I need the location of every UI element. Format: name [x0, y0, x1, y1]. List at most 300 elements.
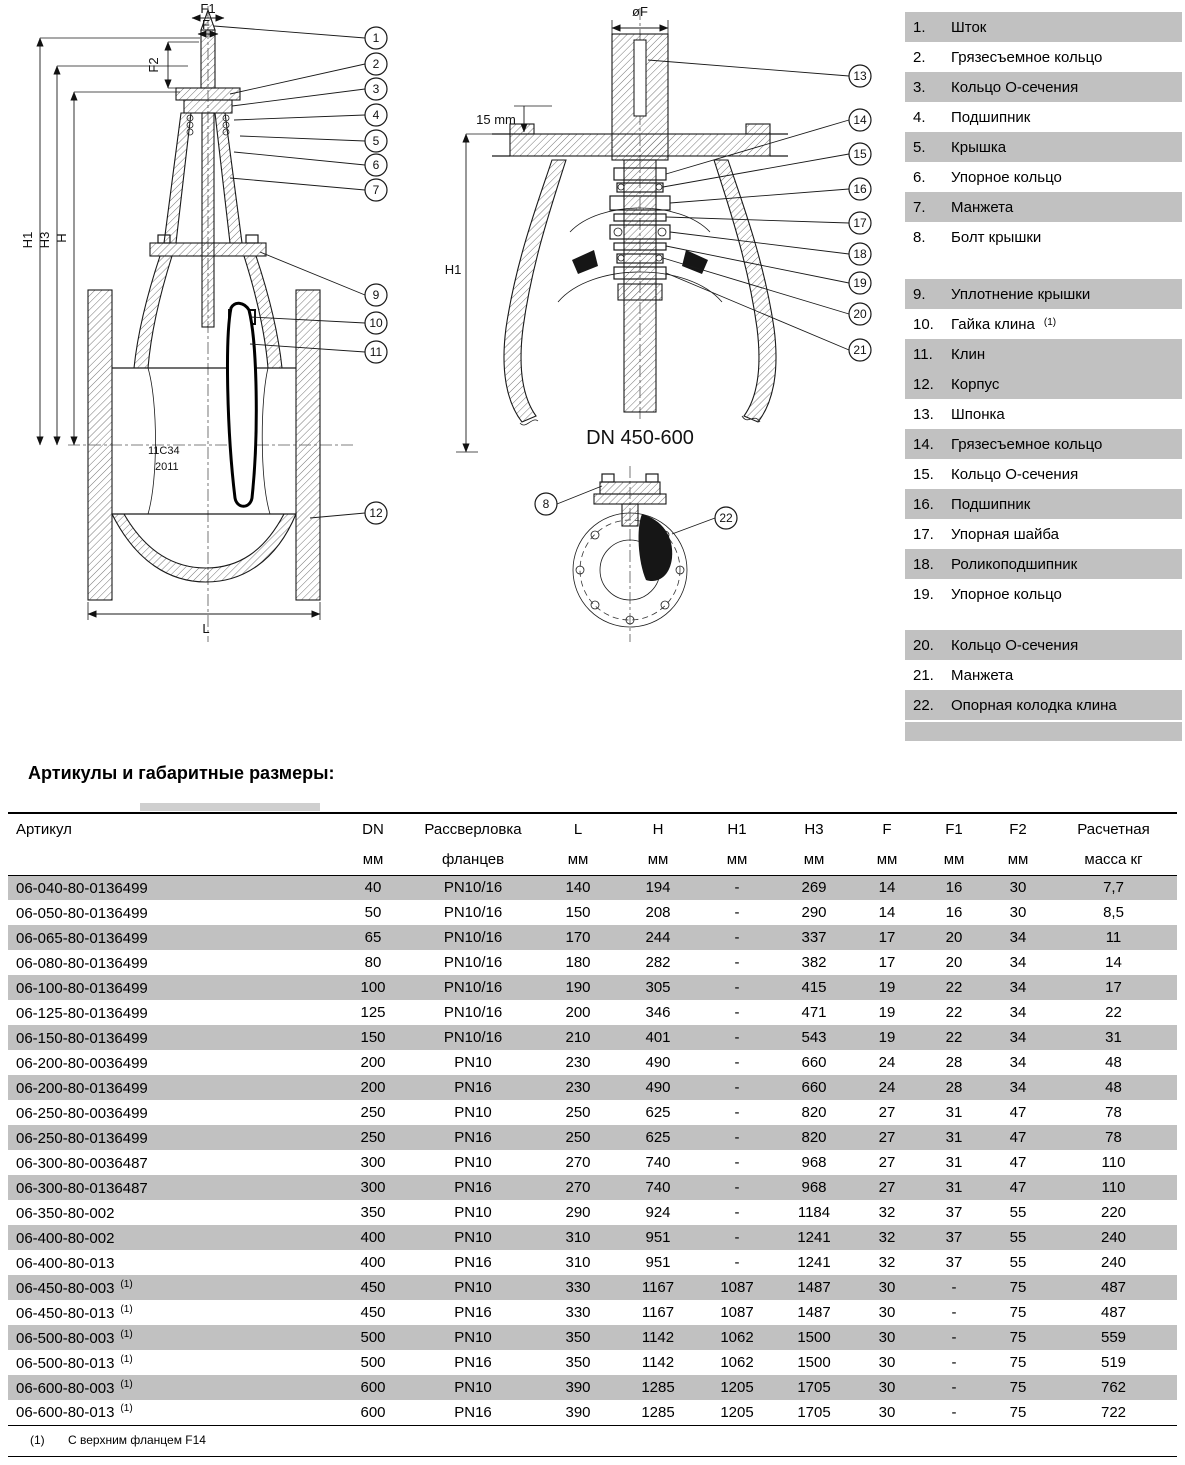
cell-h: 951 [645, 1254, 671, 1271]
svg-text:21: 21 [853, 343, 867, 357]
cell-dn: 500 [360, 1354, 386, 1371]
part-label: Крышка [951, 138, 1007, 156]
cell-flange-drilling: PN16 [454, 1254, 492, 1271]
part-label: Гайка клина $^{(1)}$ [951, 315, 1057, 333]
part-number: 9. [913, 285, 926, 303]
cell-h3: 471 [801, 1004, 827, 1021]
parts-list-item [905, 459, 1182, 489]
cell-f: 24 [878, 1054, 896, 1071]
table-row [8, 1375, 1177, 1400]
cell-l: 390 [565, 1403, 591, 1421]
cell-mass: 559 [1100, 1329, 1127, 1346]
table-row [8, 1300, 1177, 1325]
cell-h3: 820 [801, 1104, 827, 1121]
parts-list-item [905, 132, 1182, 162]
cell-f2: 75 [1009, 1304, 1027, 1321]
cell-article: 06-350-80-002 [16, 1204, 115, 1222]
cell-article: 06-500-80-013 $^{(1)}$ [16, 1353, 133, 1372]
cell-f: 30 [878, 1329, 896, 1346]
table-row [8, 1225, 1177, 1250]
svg-text:7: 7 [372, 183, 380, 197]
cell-f1: - [951, 1279, 957, 1296]
cell-h: 924 [645, 1204, 671, 1221]
cell-h3: 1241 [797, 1254, 831, 1271]
geometry [492, 34, 788, 425]
parts-list-group-2 [905, 279, 1182, 609]
cell-mass: 48 [1105, 1079, 1122, 1096]
cell-article: 06-150-80-0136499 [16, 1029, 148, 1047]
cell-h: 1142 [641, 1329, 675, 1346]
cell-h1: - [734, 879, 740, 897]
part-label: Подшипник [951, 495, 1031, 513]
table-row [8, 1075, 1177, 1100]
cell-f2: 30 [1009, 879, 1027, 897]
table-header-row-2 [8, 844, 1177, 875]
cell-article: 06-450-80-013 $^{(1)}$ [16, 1303, 133, 1322]
cell-h1: - [734, 1029, 740, 1046]
cell-article: 06-500-80-003 $^{(1)}$ [16, 1328, 133, 1347]
cell-f2: 75 [1009, 1329, 1027, 1346]
part-number: 2. [913, 48, 926, 66]
cell-mass: 7,7 [1103, 879, 1124, 897]
cell-f: 27 [878, 1179, 896, 1196]
cell-h3: 382 [801, 954, 827, 971]
part-number: 3. [913, 78, 926, 96]
part-number: 10. [913, 315, 934, 333]
part-label: Болт крышки [951, 228, 1042, 246]
cell-h: 1142 [641, 1354, 675, 1371]
parts-list-item [905, 579, 1182, 609]
cell-mass: 11 [1105, 929, 1122, 946]
cell-h1: - [734, 1179, 740, 1196]
cell-l: 190 [565, 979, 591, 996]
dn-range-label: DN 450-600 [586, 427, 694, 449]
table-header-unit-cell: мм [803, 850, 825, 868]
table-row [8, 1275, 1177, 1300]
part-label: Шпонка [951, 405, 1005, 423]
parts-list-item [905, 549, 1182, 579]
cell-l: 390 [565, 1379, 591, 1396]
cell-article: 06-300-80-0036487 [16, 1154, 148, 1172]
part-number: 8. [913, 228, 926, 246]
cell-h1: - [734, 954, 740, 971]
cell-f: 30 [878, 1403, 896, 1421]
parts-list-group-3 [905, 630, 1182, 720]
part-number: 1. [913, 18, 926, 36]
cell-h3: 660 [801, 1054, 827, 1071]
cell-l: 350 [565, 1329, 591, 1346]
cell-l: 250 [565, 1129, 591, 1146]
cell-mass: 31 [1105, 1029, 1122, 1046]
parts-list-item [905, 72, 1182, 102]
cell-f: 30 [878, 1379, 896, 1396]
table-body [8, 875, 1177, 1425]
cell-h: 305 [645, 979, 671, 996]
cell-h1: 1087 [720, 1304, 754, 1321]
cell-f2: 34 [1009, 1029, 1027, 1046]
cell-f1: 31 [945, 1154, 963, 1171]
cell-article: 06-200-80-0036499 [16, 1054, 148, 1072]
part-number: 16. [913, 495, 934, 513]
dimensions-table [8, 812, 1177, 1426]
table-row [8, 1175, 1177, 1200]
cell-h1: - [734, 1129, 740, 1146]
cell-flange-drilling: PN16 [454, 1129, 492, 1146]
callout-17 [666, 212, 871, 234]
svg-text:17: 17 [853, 216, 867, 230]
part-label: Клин [951, 345, 986, 363]
callout-4 [234, 104, 387, 126]
cell-l: 140 [565, 879, 591, 897]
cell-h1: - [734, 929, 740, 946]
cell-article: 06-250-80-0036499 [16, 1104, 148, 1122]
cell-f1: - [951, 1379, 957, 1396]
cell-h3: 1241 [797, 1229, 831, 1246]
callout-13 [648, 60, 871, 87]
table-header-cell: L [573, 820, 583, 838]
cell-flange-drilling: PN16 [454, 1304, 492, 1321]
part-number: 13. [913, 405, 934, 423]
body-marking-line1: 11C34 [148, 445, 180, 457]
cell-h: 740 [645, 1179, 671, 1196]
cell-f1: 31 [945, 1179, 963, 1196]
cell-mass: 78 [1105, 1104, 1122, 1121]
cell-f: 27 [878, 1154, 896, 1171]
table-header-unit-cell: мм [362, 850, 384, 868]
part-label: Грязесъемное кольцо [951, 48, 1103, 66]
cell-h: 490 [645, 1054, 671, 1071]
svg-text:13: 13 [853, 69, 867, 83]
cell-l: 310 [565, 1254, 591, 1271]
cell-dn: 65 [364, 929, 382, 946]
dim-label-f1: F1 [200, 2, 216, 16]
table-row [8, 1325, 1177, 1350]
cell-h: 740 [645, 1154, 671, 1171]
footnote [8, 1426, 1177, 1457]
svg-text:15: 15 [853, 147, 867, 161]
table-header-row-1 [8, 813, 1177, 844]
svg-text:18: 18 [853, 247, 867, 261]
parts-list-item [905, 519, 1182, 549]
parts-list [905, 12, 1182, 741]
part-label: Упорное кольцо [951, 168, 1062, 186]
cell-l: 210 [565, 1029, 591, 1046]
cell-f1: - [951, 1403, 957, 1421]
cell-f1: - [951, 1354, 957, 1371]
parts-list-item [905, 630, 1182, 660]
parts-list-group-1 [905, 12, 1182, 252]
part-number: 5. [913, 138, 926, 156]
cell-l: 200 [565, 1004, 591, 1021]
cell-f2: 34 [1009, 954, 1027, 971]
cell-dn: 250 [360, 1129, 386, 1146]
cell-mass: 240 [1100, 1254, 1127, 1271]
svg-text:14: 14 [853, 113, 867, 127]
part-number: 4. [913, 108, 926, 126]
parts-list-item [905, 162, 1182, 192]
cell-article: 06-065-80-0136499 [16, 929, 148, 947]
table-header-cell: DN [362, 820, 384, 838]
cell-dn: 400 [360, 1229, 386, 1246]
cell-h3: 269 [801, 879, 827, 897]
cell-mass: 519 [1100, 1354, 1127, 1371]
cell-f2: 47 [1009, 1154, 1027, 1171]
cell-mass: 722 [1100, 1403, 1127, 1421]
callout-6 [234, 152, 387, 176]
cell-f1: 22 [945, 979, 963, 996]
cell-article: 06-600-80-003 $^{(1)}$ [16, 1378, 133, 1397]
footnote-marker: (1) [30, 1432, 45, 1447]
part-number: 21. [913, 666, 934, 684]
cell-f1: 37 [945, 1229, 963, 1246]
table-row [8, 1200, 1177, 1225]
parts-list-item [905, 309, 1182, 339]
parts-list-item [905, 102, 1182, 132]
cell-article: 06-600-80-013 $^{(1)}$ [16, 1403, 133, 1422]
part-number: 22. [913, 696, 934, 714]
cell-flange-drilling: PN10/16 [443, 1004, 503, 1021]
table-row [8, 875, 1177, 900]
part-label: Шток [951, 18, 987, 36]
cell-f1: 20 [945, 954, 963, 971]
part-number: 6. [913, 168, 926, 186]
table-row [8, 925, 1177, 950]
cell-flange-drilling: PN16 [454, 1354, 492, 1371]
cell-h1: 1062 [720, 1354, 754, 1371]
parts-list-item [905, 690, 1182, 720]
cell-h: 244 [645, 929, 671, 946]
table-header-cell: Артикул [16, 820, 72, 838]
cell-f1: 28 [945, 1079, 963, 1096]
cell-f: 32 [878, 1204, 896, 1221]
cell-f1: 31 [945, 1129, 963, 1146]
cell-h1: - [734, 1004, 740, 1021]
svg-text:5: 5 [372, 134, 380, 148]
cell-h1: - [734, 979, 740, 996]
wedge-shoe-detail-drawing [530, 462, 755, 647]
table-row [8, 1000, 1177, 1025]
table-header-cell: Расчетная [1077, 820, 1150, 838]
cell-l: 230 [565, 1054, 591, 1071]
parts-list-item [905, 399, 1182, 429]
cell-l: 270 [565, 1154, 591, 1171]
cell-dn: 150 [360, 1029, 386, 1046]
part-label: Роликоподшипник [951, 555, 1078, 573]
cell-article: 06-250-80-0136499 [16, 1129, 148, 1147]
cell-h: 282 [645, 954, 671, 971]
cell-f: 30 [878, 1279, 896, 1296]
cell-f2: 34 [1009, 979, 1027, 996]
dim-label-f2: F2 [146, 57, 161, 73]
cell-l: 330 [565, 1304, 591, 1321]
cell-h3: 1487 [797, 1279, 831, 1296]
cell-h3: 337 [801, 929, 827, 946]
cell-f2: 55 [1009, 1254, 1027, 1271]
cell-h: 1167 [641, 1279, 675, 1296]
table-header-cell: F1 [945, 820, 963, 838]
svg-text:4: 4 [372, 108, 380, 122]
cell-f2: 34 [1009, 1054, 1027, 1071]
table-row [8, 1050, 1177, 1075]
cell-f1: 31 [945, 1104, 963, 1121]
cell-dn: 250 [360, 1104, 386, 1121]
cell-f2: 47 [1009, 1104, 1027, 1121]
cell-h1: 1062 [720, 1329, 754, 1346]
cell-flange-drilling: PN10/16 [443, 929, 503, 946]
cell-f2: 75 [1009, 1379, 1027, 1396]
svg-text:6: 6 [372, 158, 380, 172]
table-row [8, 1125, 1177, 1150]
cell-dn: 200 [360, 1079, 386, 1096]
table-row [8, 1350, 1177, 1375]
cell-l: 180 [565, 954, 591, 971]
parts-list-item [905, 660, 1182, 690]
cell-f2: 47 [1009, 1179, 1027, 1196]
cell-h: 625 [645, 1104, 671, 1121]
cell-article: 06-450-80-003 $^{(1)}$ [16, 1278, 133, 1297]
table-header-unit-cell: мм [943, 850, 965, 868]
cell-h: 346 [645, 1004, 671, 1021]
cell-h: 1285 [641, 1379, 675, 1396]
parts-list-item [905, 42, 1182, 72]
table-header-unit-cell: мм [647, 850, 669, 868]
cell-h3: 820 [801, 1129, 827, 1146]
cell-mass: 8,5 [1103, 904, 1124, 921]
cell-mass: 487 [1100, 1304, 1127, 1321]
table-row [8, 900, 1177, 925]
parts-list-item [905, 279, 1182, 309]
cell-h3: 1500 [797, 1354, 831, 1371]
callout-22 [672, 507, 737, 534]
cell-dn: 450 [360, 1304, 386, 1321]
dim-label-l: L [202, 621, 210, 636]
table-header-unit-cell: масса кг [1084, 850, 1143, 868]
cell-flange-drilling: PN10 [454, 1329, 492, 1346]
cell-h1: 1205 [720, 1403, 754, 1421]
cell-h: 490 [645, 1079, 671, 1096]
cell-flange-drilling: PN10 [454, 1054, 492, 1071]
parts-list-item [905, 429, 1182, 459]
cell-h3: 660 [801, 1079, 827, 1096]
cell-mass: 110 [1101, 1179, 1126, 1196]
cell-f2: 34 [1009, 929, 1027, 946]
cell-f: 14 [878, 879, 896, 897]
cell-dn: 80 [364, 954, 382, 971]
cell-flange-drilling: PN10 [454, 1104, 492, 1121]
cell-h1: 1205 [720, 1379, 754, 1396]
cell-f2: 47 [1009, 1129, 1027, 1146]
cell-f: 17 [878, 954, 896, 971]
table-header-unit-cell: мм [567, 850, 589, 868]
cell-flange-drilling: PN10/16 [443, 904, 503, 921]
cell-f: 32 [878, 1229, 896, 1246]
cell-dn: 600 [360, 1379, 386, 1396]
part-number: 19. [913, 585, 934, 603]
cell-f: 19 [878, 979, 896, 996]
cell-article: 06-300-80-0136487 [16, 1179, 148, 1197]
cell-f1: 16 [945, 879, 963, 897]
parts-list-spacer [905, 722, 1182, 741]
cell-dn: 600 [360, 1403, 386, 1421]
table-row [8, 1025, 1177, 1050]
cell-dn: 40 [364, 879, 382, 897]
dim-label-15mm: 15 mm [476, 112, 516, 127]
cell-h1: - [734, 1204, 740, 1221]
cell-f1: 37 [945, 1204, 963, 1221]
cell-h3: 1705 [797, 1379, 831, 1396]
table-row [8, 1150, 1177, 1175]
cell-flange-drilling: PN10/16 [443, 879, 503, 897]
table-header-cell: F2 [1009, 820, 1027, 838]
table-header-cell: F [882, 820, 892, 838]
cell-flange-drilling: PN16 [454, 1079, 492, 1096]
cell-f: 27 [878, 1129, 896, 1146]
cell-f2: 30 [1009, 904, 1027, 921]
cell-flange-drilling: PN10 [454, 1229, 492, 1246]
cell-f2: 55 [1009, 1204, 1027, 1221]
cell-article: 06-400-80-013 [16, 1254, 115, 1272]
parts-list-item [905, 489, 1182, 519]
table-header-cell: H1 [727, 820, 747, 838]
parts-list-item [905, 222, 1182, 252]
cell-h: 625 [645, 1129, 671, 1146]
cell-f2: 34 [1009, 1079, 1027, 1096]
part-number: 18. [913, 555, 934, 573]
cell-f: 24 [878, 1079, 896, 1096]
cell-h1: - [734, 1054, 740, 1071]
callout-3 [232, 78, 387, 106]
cell-l: 310 [565, 1229, 591, 1246]
cell-f1: 22 [945, 1004, 963, 1021]
table-header-unit-cell: мм [726, 850, 748, 868]
table-row [8, 950, 1177, 975]
cell-h: 1167 [641, 1304, 675, 1321]
cell-l: 270 [565, 1179, 591, 1196]
callout-2 [230, 53, 387, 94]
cell-f2: 75 [1009, 1354, 1027, 1371]
svg-text:12: 12 [369, 506, 383, 520]
part-label: Манжета [951, 198, 1014, 216]
table-row [8, 1100, 1177, 1125]
cell-dn: 450 [360, 1279, 386, 1296]
part-label: Манжета [951, 666, 1014, 684]
cell-h1: 1087 [720, 1279, 754, 1296]
cell-mass: 762 [1100, 1379, 1127, 1396]
dim-label-h1-large: H1 [444, 262, 462, 277]
dimensions-table-wrap [8, 812, 1177, 1457]
table-header-cell: Рассверловка [424, 820, 522, 838]
section-title: Артикулы и габаритные размеры: [28, 763, 335, 783]
cell-mass: 110 [1101, 1154, 1126, 1171]
cell-h1: - [734, 1104, 740, 1121]
cell-f1: - [951, 1304, 957, 1321]
cell-dn: 500 [360, 1329, 386, 1346]
table-header-unit-cell: мм [1007, 850, 1029, 868]
cell-h1: - [734, 1154, 740, 1171]
cell-article: 06-125-80-0136499 [16, 1004, 148, 1022]
cell-mass: 17 [1105, 979, 1122, 996]
cell-article: 06-040-80-0136499 [16, 879, 148, 897]
dim-label-of: øF [632, 4, 648, 19]
cell-f1: 20 [945, 929, 963, 946]
svg-text:20: 20 [853, 307, 867, 321]
cell-article: 06-080-80-0136499 [16, 954, 148, 972]
cell-dn: 400 [360, 1254, 386, 1271]
cell-l: 350 [565, 1354, 591, 1371]
dim-label-f: F [202, 17, 210, 32]
svg-text:11: 11 [369, 345, 383, 359]
cell-f2: 34 [1009, 1004, 1027, 1021]
